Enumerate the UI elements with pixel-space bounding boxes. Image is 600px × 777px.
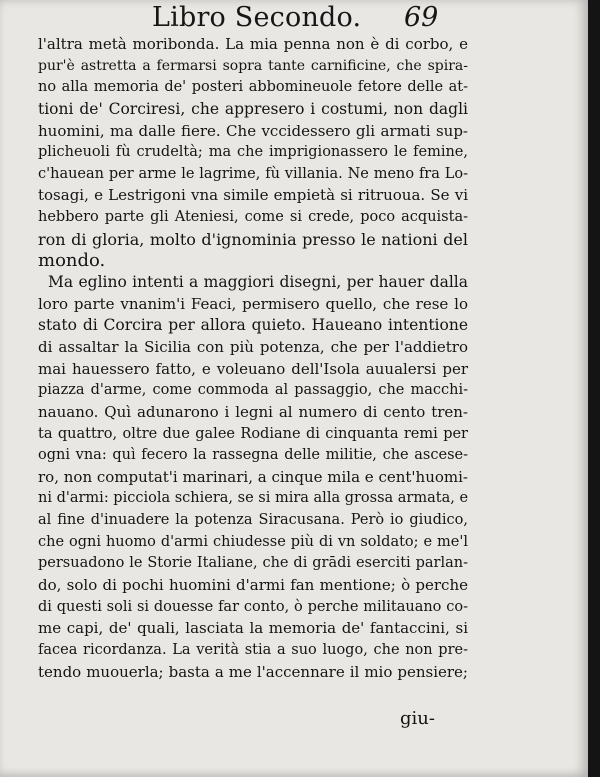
text-line: stato di Corcira per allora quieto. Haueano intentione [38, 316, 468, 335]
paragraph-first-line: Ma eglino intenti a maggiori disegni, per hauer dalla [48, 273, 468, 292]
text-line: ni d'armi: picciola schiera, se si mira alla grossa armata, e [38, 490, 469, 507]
text-line: pur'è astretta a fermarsi sopra tante carnificine, che spira- [38, 57, 468, 74]
text-line: tioni de' Corciresi, che appresero i costumi, non dagli [38, 99, 468, 118]
catchword: giu- [400, 708, 435, 729]
text-line: me capi, de' quali, lasciata la memoria de' fantaccini, si [38, 619, 468, 638]
text-line: ro, non computat'i marinari, a cinque mila e cent'huomi- [38, 467, 468, 486]
text-line: tendo muouerla; basta a me l'accennare il mio pensiere; [38, 662, 468, 681]
text-line: huomini, ma dalle fiere. Che vccidessero gli armati sup- [38, 121, 468, 140]
text-line: persuadono le Storie Italiane, che di grādi eserciti parlan- [38, 555, 468, 572]
text-line: di assaltar la Sicilia con più potenza, che per l'addietro [38, 337, 468, 356]
text-line: piazza d'arme, come commoda al passaggio, che macchi- [38, 382, 468, 399]
text-line: no alla memoria de' posteri abbomineuole fetore delle at- [38, 79, 468, 96]
text-line: plicheuoli fù crudeltà; ma che imprigionassero le femine, [38, 144, 468, 161]
page-number: 69 [404, 2, 439, 33]
text-line: ron di gloria, molto d'ignominia presso le nationi del [38, 229, 468, 249]
text-line: loro parte vnanim'i Feaci, permisero quello, che rese lo [38, 294, 468, 313]
text-line: ogni vna: quì fecero la rassegna delle militie, che ascese- [38, 447, 468, 464]
paragraph-end-line: mondo. [38, 250, 106, 272]
text-line: mai hauessero fatto, e voleuano dell'Isola auualersi per [38, 359, 468, 378]
text-line: l'altra metà moribonda. La mia penna non è di corbo, e [38, 35, 468, 53]
text-line: ta quattro, oltre due galee Rodiane di cinquanta remi per [38, 425, 468, 442]
text-line: che ogni huomo d'armi chiudesse più di vn soldato; e me'l [38, 533, 468, 550]
text-line: hebbero parte gli Ateniesi, come si crede, poco acquista- [38, 209, 468, 226]
running-title: Libro Secondo. [152, 2, 362, 33]
body-text [38, 34, 468, 683]
text-line: di questi soli si douesse far conto, ò perche militauano co- [38, 598, 468, 615]
text-line: do, solo di pochi huomini d'armi fan mentione; ò perche [38, 576, 468, 595]
text-line: tosagi, e Lestrigoni vna simile empietà si ritruoua. Se vi [38, 186, 468, 205]
text-line: facea ricordanza. La verità stia a suo luogo, che non pre- [38, 641, 468, 658]
text-line: nauano. Quì adunarono i legni al numero di cento tren- [38, 402, 468, 421]
page-header [0, 2, 588, 36]
binding-shadow [588, 0, 600, 777]
text-line: al fine d'inuadere la potenza Siracusana. Però io giudico, [38, 512, 468, 529]
text-line: c'hauean per arme le lagrime, fù villania. Ne meno fra Lo- [38, 165, 468, 182]
